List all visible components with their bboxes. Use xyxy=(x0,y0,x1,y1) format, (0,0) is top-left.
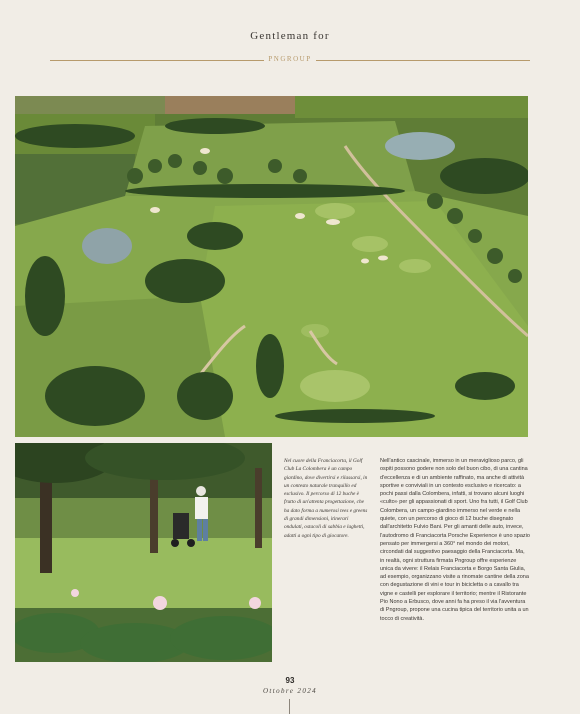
issue-date: Ottobre 2024 xyxy=(262,687,318,695)
golfer-with-trolley-photo xyxy=(15,443,272,662)
golfer-photo-illustration xyxy=(15,443,272,662)
aerial-golf-course-photo xyxy=(15,96,528,437)
aerial-photo-illustration xyxy=(15,96,528,437)
header-subtitle: PNGROUP xyxy=(268,55,312,63)
photo-caption: Nel cuore della Franciacorta, il Golf Club La Colombera è un campo giardino, dove divertirsi e rilassarsi, in un contesto naturale tranquillo ed esclusivo. Il percorso di 12 buche è frutto di un'attenta progettazione, che ha dato forma a numerosi tees e greens di grandi dimensioni, itinerari ondulati, ostacoli di sabbia e laghetti, adatti a ogni tipo di giocatore. xyxy=(284,458,368,539)
article-body: Nell'antico cascinale, immerso in un meraviglioso parco, gli ospiti possono godere non solo del buon cibo, di una cantina d'eccellenza e di un ambiente raffinato, ma anche di attività sportive e conviviali in un contesto esclusivo e ricercato: a pochi passi dalla Colombera, infatti, si trovano alcuni luoghi «culto» per gli appassionati di sport. Uno fra tutti, il Golf Club Colombera, un campo-giardino immerso nel verde e nella quiete, con un percorso di gioco di 12 buche disegnato dall'architetto Fulvio Bani. Per gli amanti delle auto, invece, l'autodromo di Franciacorta Porsche Experience è uno spazio pensato per immergersi a 360° nel mondo dei motori, circondati dal suggestivo paesaggio della Franciacorta. Ma, in realtà, ogni struttura firmata Pngroup offre esperienze unica da vivere: il Relais Franciacorta e Borgo Santa Giulia, ad esempio, organizzano visite a rinomate cantine della zona con degustazione di vini e tour in bicicletta o a cavallo tra vigne e castelli per esplorare il territorio; mentre il Ristorante Pio Nono a Erbusco, dove anni fa ha preso il via l'avventura di Pngroup, propone una cucina tipica del territorio unita a un tocco di creatività. xyxy=(380,458,530,622)
header-title: Gentleman for xyxy=(250,30,330,42)
bottom-divider xyxy=(289,699,290,714)
rule-line-right xyxy=(316,60,530,61)
page-number: 93 xyxy=(285,676,295,685)
header-rule xyxy=(50,55,530,67)
